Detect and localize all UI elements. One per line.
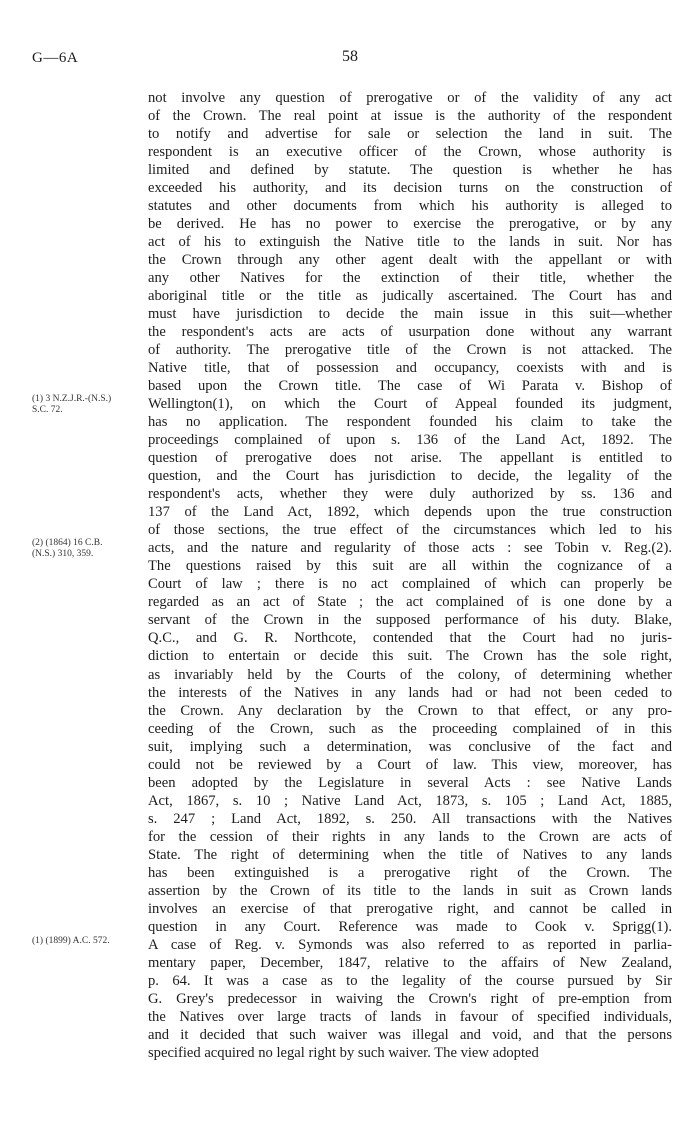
body-line: acts, and the nature and regularity of those acts : see Tobin v. Reg.(2). — [148, 540, 672, 557]
body-text — [148, 89, 672, 1062]
body-line: Native title, that of possession and occupancy, coexists with and is — [148, 360, 672, 377]
body-line: involves an exercise of that prerogative right, and cannot be called in — [148, 900, 672, 917]
body-line: based upon the Crown title. The case of Wi Parata v. Bishop of — [148, 378, 672, 395]
body-line: has no application. The respondent founded his claim to take the — [148, 414, 672, 431]
body-line: proceedings complained of upon s. 136 of the Land Act, 1892. The — [148, 432, 672, 449]
body-line: assertion by the Crown of its title to the lands in suit as Crown lands — [148, 882, 672, 899]
body-line: the Crown through any other agent dealt with the appellant or with — [148, 252, 672, 269]
body-line: the Crown. Any declaration by the Crown to that effect, or any pro- — [148, 702, 672, 719]
body-line: any other Natives for the extinction of their title, whether the — [148, 270, 672, 287]
body-line: question in any Court. Reference was made to Cook v. Sprigg(1). — [148, 918, 672, 935]
body-line: question, and the Court has jurisdiction to decide, the legality of the — [148, 468, 672, 485]
body-line: respondent is an executive officer of the Crown, whose authority is — [148, 144, 672, 161]
body-line: must have jurisdiction to decide the main issue in this suit—whether — [148, 306, 672, 323]
body-line: Q.C., and G. R. Northcote, contended that the Court had no juris- — [148, 630, 672, 647]
body-line: the interests of the Natives in any lands had or had not been ceded to — [148, 684, 672, 701]
body-line: act of his to extinguish the Native title to the lands in suit. Nor has — [148, 234, 672, 251]
body-line: of those sections, the true effect of the circumstances which led to his — [148, 522, 672, 539]
body-line: exceeded his authority, and its decision turns on the construction of — [148, 180, 672, 197]
body-line: the respondent's acts are acts of usurpation done without any warrant — [148, 324, 672, 341]
body-line: be derived. He has no power to exercise the prerogative, or by any — [148, 216, 672, 233]
body-line: s. 247 ; Land Act, 1892, s. 250. All transactions with the Natives — [148, 810, 672, 827]
body-line: A case of Reg. v. Symonds was also referred to as reported in parlia- — [148, 936, 672, 953]
body-line: limited and defined by statute. The question is whether he has — [148, 162, 672, 179]
body-line: mentary paper, December, 1847, relative to the affairs of New Zealand, — [148, 954, 672, 971]
margin-note — [32, 936, 144, 947]
body-line: aboriginal title or the title as judically ascertained. The Court has and — [148, 288, 672, 305]
body-line: as invariably held by the Courts of the colony, of determining whether — [148, 666, 672, 683]
body-line: servant of the Crown in the supposed performance of his duty. Blake, — [148, 612, 672, 629]
body-line: G. Grey's predecessor in waiving the Crown's right of pre-emption from — [148, 990, 672, 1007]
margin-note-line: (1) 3 N.Z.J.R.-(N.S.) — [32, 394, 112, 404]
body-line: ceeding of the Crown, such as the proceeding complained of in this — [148, 720, 672, 737]
body-line: could not be reviewed by a Court of law. This view, moreover, has — [148, 756, 672, 773]
body-line: to notify and advertise for sale or selection the land in suit. The — [148, 126, 672, 143]
margin-note — [32, 394, 144, 416]
body-line: The questions raised by this suit are all within the cognizance of a — [148, 558, 672, 575]
body-line: has been extinguished is a prerogative right of the Crown. The — [148, 864, 672, 881]
body-line: respondent's acts, whether they were duly authorized by ss. 136 and — [148, 486, 672, 503]
body-line: of authority. The prerogative title of the Crown is not attacked. The — [148, 342, 672, 359]
body-line: specified acquired no legal right by such waiver. The view adopted — [148, 1044, 539, 1061]
body-line: for the cession of their rights in any lands to the Crown are acts of — [148, 828, 672, 845]
body-line: and it decided that such waiver was illegal and void, and that the persons — [148, 1026, 672, 1043]
body-line: State. The right of determining when the title of Natives to any lands — [148, 846, 672, 863]
body-line: Court of law ; there is no act complained of which can properly be — [148, 576, 672, 593]
body-line: Wellington(1), on which the Court of Appeal founded its judgment, — [148, 396, 672, 413]
margin-note-line: S.C. 72. — [32, 405, 63, 415]
body-line: question of prerogative does not arise. The appellant is entitled to — [148, 450, 672, 467]
body-line: diction to entertain or decide this suit. The Crown has the sole right, — [148, 648, 672, 665]
margin-note-line: (1) (1899) A.C. 572. — [32, 936, 110, 946]
body-line: regarded as an act of State ; the act complained of is one done by a — [148, 594, 672, 611]
body-line: the Natives over large tracts of lands in favour of specified individuals, — [148, 1008, 672, 1025]
body-line: p. 64. It was a case as to the legality of the course pursued by Sir — [148, 972, 672, 989]
margin-note — [32, 538, 144, 560]
margin-note-line: (2) (1864) 16 C.B. — [32, 538, 103, 548]
body-line: suit, implying such a determination, was conclusive of the fact and — [148, 738, 672, 755]
page-number: 58 — [342, 48, 358, 65]
body-line: not involve any question of prerogative or of the validity of any act — [148, 90, 672, 106]
document-code: G—6A — [32, 50, 79, 66]
body-line: 137 of the Land Act, 1892, which depends upon the true construction — [148, 504, 672, 521]
margin-note-line: (N.S.) 310, 359. — [32, 549, 94, 559]
body-line: Act, 1867, s. 10 ; Native Land Act, 1873, s. 105 ; Land Act, 1885, — [148, 792, 672, 809]
body-line: statutes and other documents from which his authority is alleged to — [148, 198, 672, 215]
body-line: of the Crown. The real point at issue is the authority of the respondent — [148, 108, 672, 125]
body-line: been adopted by the Legislature in several Acts : see Native Lands — [148, 774, 672, 791]
